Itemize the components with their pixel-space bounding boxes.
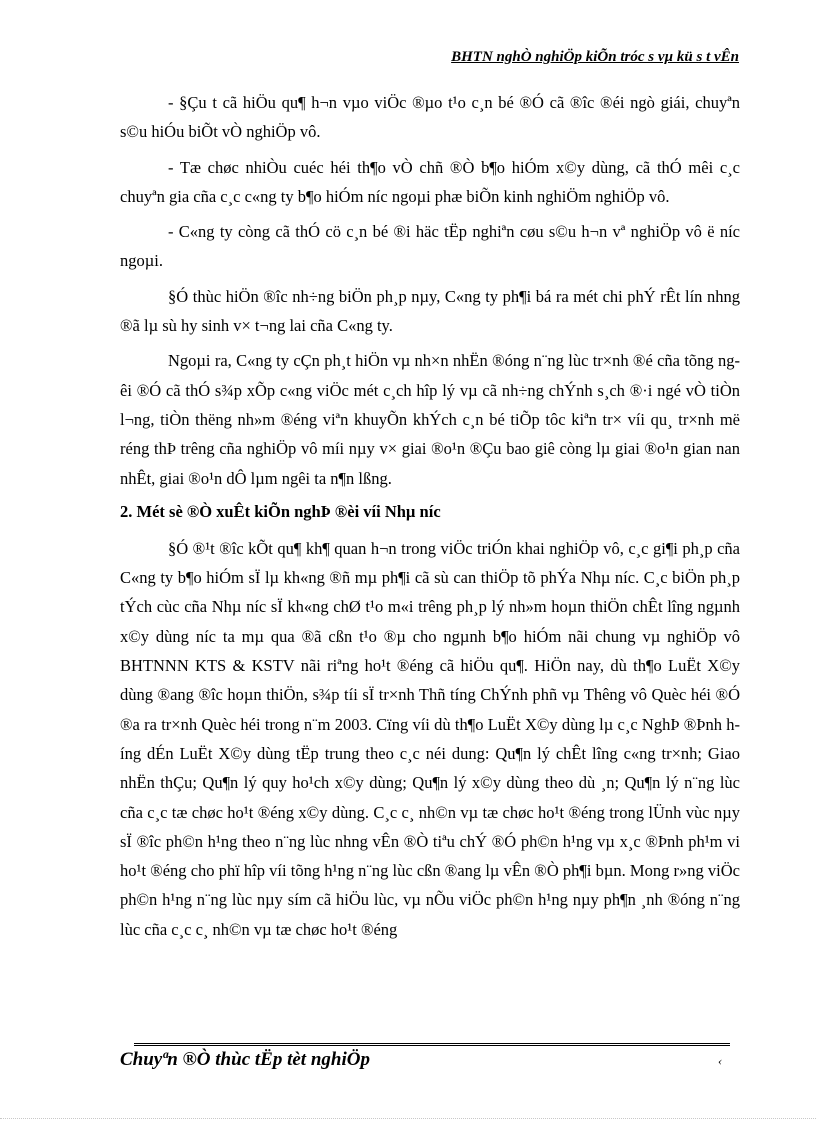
paragraph: - Tæ chøc nhiÒu cuéc héi th¶o vÒ chñ ®Ò b¶o hiÓm x©y dùng, cã thÓ mêi c¸c chuyªn gia cña c¸c c«ng ty b¶o hiÓm níc ngoµi phæ biÕn kinh nghiÖm nghiÖp vô. (120, 157, 740, 206)
document-body (120, 88, 740, 950)
footer-divider (134, 1043, 730, 1046)
page-number: ‹ (718, 1053, 723, 1068)
page-bottom-border (0, 1118, 816, 1119)
paragraph: Ngoµi ra, C«ng ty cÇn ph¸t hiÖn vµ nh×n nhËn ®óng n¨ng lùc tr×nh ®é cña tõng ngêi ®Ó cã thÓ s¾p xÕp c«ng viÖc mét c¸ch hîp lý vµ cã nh÷ng chÝnh s¸ch ®·i ngé vÒ tiÒn l¬ng, tiÒn thëng nh»m ®éng viªn khuyÕn khÝch c¸n bé tiÕp tôc kiªn tr× víi qu¸ tr×nh më réng thÞ trêng cña nghiÖp vô míi nµy v× giai ®o¹n ®Çu bao giê còng lµ giai ®o¹n gian nan nhÊt, giai ®o¹n dÔ lµm ngêi ta n¶n lßng. (120, 351, 740, 488)
page-header: BHTN nghÒ nghiÖp kiÕn tróc s vµ kü s t vÊn (451, 49, 739, 65)
footer-title: Chuyªn ®Ò thùc tËp tèt nghiÖp (120, 1049, 370, 1070)
section-heading: 2. Mét sè ®Ò xuÊt kiÕn nghÞ ®èi víi Nhµ níc (120, 501, 441, 521)
paragraph: - C«ng ty còng cã thÓ cö c¸n bé ®i häc tËp nghiªn cøu s©u h¬n vª nghiÖp vô ë níc ngoµi. (120, 222, 740, 271)
paragraph: - §Çu t cã hiÖu qu¶ h¬n vµo viÖc ®µo t¹o c¸n bé ®Ó cã ®îc ®éi ngò giái, chuyªn s©u hiÓu biÕt vÒ nghiÖp vô. (120, 93, 740, 142)
paragraph: §Ó ®¹t ®îc kÕt qu¶ kh¶ quan h¬n trong viÖc triÓn khai nghiÖp vô, c¸c gi¶i ph¸p cña C«ng ty b¶o hiÓm sÏ lµ kh«ng ®ñ mµ ph¶i cã sù can thiÖp tõ phÝa Nhµ níc. C¸c biÖn ph¸p tÝch cùc cña Nhµ níc sÏ kh«ng chØ t¹o m«i trêng ph¸p lý nh»m hoµn thiÖn chÊt lîng ngµnh x©y dùng níc ta mµ qua ®ã cßn t¹o ®µ cho ngµnh b¶o hiÓm nãi chung vµ nghiÖp vô BHTNNN KTS & KSTV nãi riªng ho¹t ®éng cã hiÖu qu¶. HiÖn nay, dù th¶o LuËt X©y dùng ®ang ®îc hoµn thiÖn, s¾p tíi sÏ tr×nh Thñ tíng ChÝnh phñ vµ Thêng vô Quèc héi ®Ó ®a ra tr×nh Quèc héi trong n¨m 2003. Cïng víi dù th¶o LuËt X©y dùng lµ c¸c NghÞ ®Þnh híng dÉn LuËt X©y dùng tËp trung theo c¸c néi dung: Qu¶n lý chÊt lîng c«ng tr×nh; Giao nhËn thÇu; Qu¶n lý quy ho¹ch x©y dùng; Qu¶n lý x©y dùng theo dù ¸n; Qu¶n lý n¨ng lùc cña c¸c tæ chøc ho¹t ®éng x©y dùng. C¸c c¸ nh©n vµ tæ chøc ho¹t ®éng trong lÜnh vùc nµy sÏ ®îc ph©n h¹ng theo n¨ng lùc nhng vÊn ®Ò tiªu chÝ ®Ó ph©n h¹ng vµ x¸c ®Þnh ph¹m vi ho¹t ®éng cho phï hîp víi tõng h¹ng n¨ng lùc cßn ®ang lµ vÊn ®Ò ph¶i bµn. Mong r»ng viÖc ph©n h¹ng n¨ng lùc nµy sím cã hiÖu lùc, vµ nÕu viÖc ph©n h¹ng nµy ph¶n ¸nh ®óng n¨ng lùc cña c¸c c¸ nh©n vµ tæ chøc ho¹t ®éng (120, 538, 740, 939)
paragraph: §Ó thùc hiÖn ®îc nh÷ng biÖn ph¸p nµy, C«ng ty ph¶i bá ra mét chi phÝ rÊt lín nhng ®ã lµ sù hy sinh v× t¬ng lai cña C«ng ty. (120, 286, 740, 336)
